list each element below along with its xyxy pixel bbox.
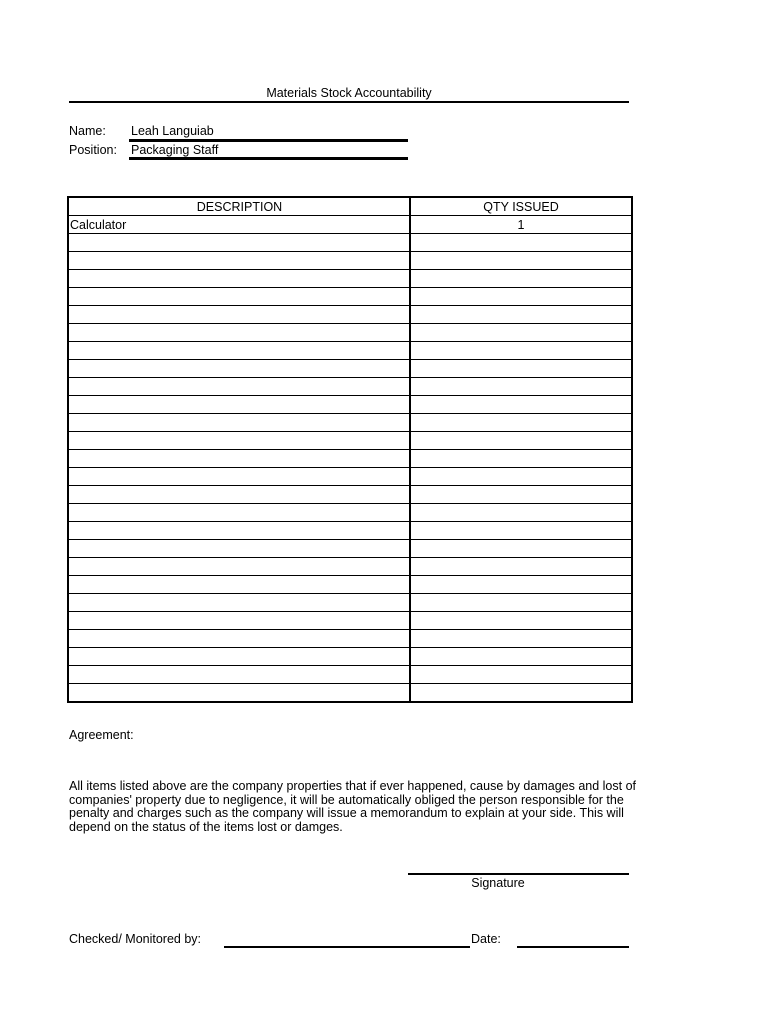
table-row (68, 324, 632, 342)
description-cell (68, 504, 410, 522)
table-row (68, 630, 632, 648)
table-row (68, 432, 632, 450)
qty-issued-cell (410, 504, 632, 522)
qty-issued-cell (410, 630, 632, 648)
position-value: Packaging Staff (131, 143, 219, 157)
description-header: DESCRIPTION (68, 197, 410, 216)
table-row (68, 648, 632, 666)
qty-issued-cell (410, 234, 632, 252)
qty-issued-header: QTY ISSUED (410, 197, 632, 216)
description-cell (68, 252, 410, 270)
table-row (68, 666, 632, 684)
qty-issued-cell (410, 324, 632, 342)
qty-issued-cell: 1 (410, 216, 632, 234)
agreement-text: All items listed above are the company properties that if ever happened, cause by damages and lost of companies' property due to negligence, it will be automatically obliged the person responsible for the penalty and charges such as the company will issue a memorandum to explain at your side. This will depend on the status of the items lost or damges. (69, 779, 636, 834)
description-cell (68, 378, 410, 396)
description-cell (68, 450, 410, 468)
qty-issued-cell (410, 378, 632, 396)
description-cell (68, 594, 410, 612)
checked-by-label: Checked/ Monitored by: (69, 932, 202, 946)
qty-issued-cell (410, 432, 632, 450)
description-cell: Calculator (68, 216, 410, 234)
table-row (68, 504, 632, 522)
table-row (68, 216, 632, 234)
description-cell (68, 288, 410, 306)
signature-line (408, 873, 629, 875)
name-label: Name: (69, 124, 106, 138)
qty-issued-cell (410, 558, 632, 576)
description-cell (68, 684, 410, 703)
qty-issued-cell (410, 360, 632, 378)
qty-issued-cell (410, 648, 632, 666)
checked-by-line (224, 946, 470, 948)
title-underline (69, 101, 629, 103)
position-label: Position: (69, 143, 117, 157)
table-row (68, 450, 632, 468)
description-cell (68, 306, 410, 324)
table-row (68, 558, 632, 576)
table-row (68, 288, 632, 306)
table-row (68, 414, 632, 432)
table-row (68, 360, 632, 378)
description-cell (68, 576, 410, 594)
table-row (68, 522, 632, 540)
qty-issued-cell (410, 252, 632, 270)
table-row (68, 594, 632, 612)
agreement-label: Agreement: (69, 728, 134, 742)
qty-issued-cell (410, 576, 632, 594)
table-header-row (68, 197, 632, 216)
table-row (68, 576, 632, 594)
description-cell (68, 612, 410, 630)
description-cell (68, 324, 410, 342)
qty-issued-cell (410, 306, 632, 324)
signature-label: Signature (471, 876, 525, 890)
table-row (68, 684, 632, 703)
date-label: Date: (471, 932, 501, 946)
table-row (68, 252, 632, 270)
document-title: Materials Stock Accountability (266, 86, 432, 100)
name-underline (129, 139, 408, 142)
qty-issued-cell (410, 594, 632, 612)
qty-issued-cell (410, 612, 632, 630)
qty-issued-cell (410, 522, 632, 540)
table-row (68, 378, 632, 396)
qty-issued-cell (410, 486, 632, 504)
date-line (517, 946, 629, 948)
description-cell (68, 666, 410, 684)
table-row (68, 612, 632, 630)
table-row (68, 540, 632, 558)
table-row (68, 486, 632, 504)
table-row (68, 468, 632, 486)
description-cell (68, 360, 410, 378)
qty-issued-cell (410, 270, 632, 288)
qty-issued-cell (410, 540, 632, 558)
description-cell (68, 342, 410, 360)
description-cell (68, 648, 410, 666)
description-cell (68, 432, 410, 450)
qty-issued-cell (410, 414, 632, 432)
qty-issued-cell (410, 468, 632, 486)
description-cell (68, 540, 410, 558)
qty-issued-cell (410, 342, 632, 360)
description-cell (68, 522, 410, 540)
description-cell (68, 630, 410, 648)
qty-issued-cell (410, 288, 632, 306)
description-cell (68, 270, 410, 288)
qty-issued-cell (410, 666, 632, 684)
description-cell (68, 234, 410, 252)
table-body (68, 216, 632, 703)
table-row (68, 234, 632, 252)
description-cell (68, 486, 410, 504)
description-cell (68, 414, 410, 432)
name-value: Leah Languiab (131, 124, 214, 138)
description-cell (68, 468, 410, 486)
qty-issued-cell (410, 684, 632, 703)
table-row (68, 270, 632, 288)
table-row (68, 342, 632, 360)
table-row (68, 396, 632, 414)
position-underline (129, 157, 408, 160)
table-row (68, 306, 632, 324)
qty-issued-cell (410, 396, 632, 414)
qty-issued-cell (410, 450, 632, 468)
description-cell (68, 396, 410, 414)
materials-table (67, 196, 633, 703)
description-cell (68, 558, 410, 576)
